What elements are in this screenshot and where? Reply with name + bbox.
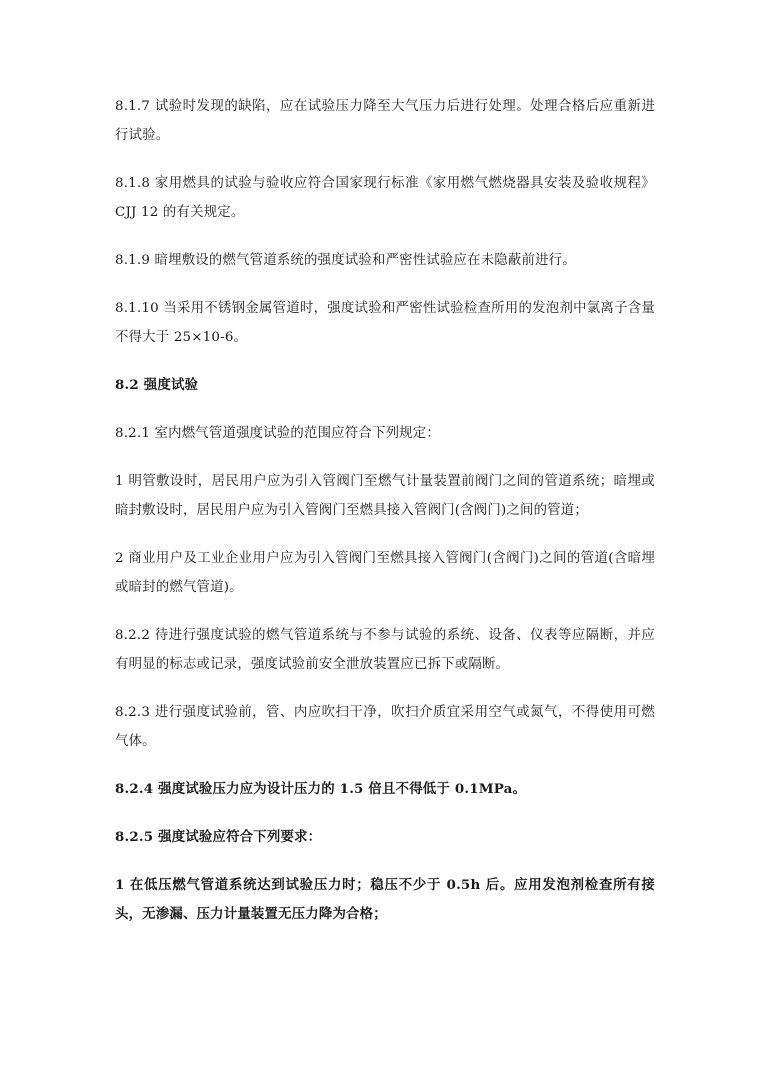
document-page bbox=[115, 92, 655, 948]
paragraph-8-1-7: 8.1.7 试验时发现的缺陷，应在试验压力降至大气压力后进行处理。处理合格后应重新进行试验。 bbox=[115, 99, 655, 143]
paragraph-8-2-5: 8.2.5 强度试验应符合下列要求： bbox=[115, 829, 322, 845]
requirement-item-1: 1 在低压燃气管道系统达到试验压力时；稳压不少于 0.5h 后。应用发泡剂检查所有接头，无渗漏、压力计量装置无压力降为合格； bbox=[115, 877, 655, 922]
paragraph-8-2-3: 8.2.3 进行强度试验前，管、内应吹扫干净，吹扫介质宜采用空气或氮气，不得使用可燃气体。 bbox=[115, 705, 655, 749]
section-heading-8-2: 8.2 强度试验 bbox=[115, 377, 199, 393]
paragraph-8-1-10: 8.1.10 当采用不锈钢金属管道时，强度试验和严密性试验检查所用的发泡剂中氯离子含量不得大于 25×10-6。 bbox=[115, 301, 655, 345]
paragraph-8-2-2: 8.2.2 待进行强度试验的燃气管道系统与不参与试验的系统、设备、仪表等应隔断，并应有明显的标志或记录，强度试验前安全泄放装置应已拆下或隔断。 bbox=[115, 628, 655, 672]
paragraph-8-2-4: 8.2.4 强度试验压力应为设计压力的 1.5 倍且不得低于 0.1MPa。 bbox=[115, 781, 527, 797]
paragraph-8-2-1: 8.2.1 室内燃气管道强度试验的范围应符合下列规定： bbox=[115, 426, 440, 441]
paragraph-8-1-9: 8.1.9 暗埋敷设的燃气管道系统的强度试验和严密性试验应在未隐蔽前进行。 bbox=[115, 253, 576, 268]
list-item-1: 1 明管敷设时，居民用户应为引入管阀门至燃气计量装置前阀门之间的管道系统；暗埋或暗封敷设时，居民用户应为引入管阀门至燃具接入管阀门(含阀门)之间的管道； bbox=[115, 474, 655, 518]
paragraph-8-1-8: 8.1.8 家用燃具的试验与验收应符合国家现行标准《家用燃气燃烧器具安装及验收规程》CJJ 12 的有关规定。 bbox=[115, 176, 655, 220]
list-item-2: 2 商业用户及工业企业用户应为引入管阀门至燃具接入管阀门(含阀门)之间的管道(含暗埋或暗封的燃气管道)。 bbox=[115, 551, 655, 595]
